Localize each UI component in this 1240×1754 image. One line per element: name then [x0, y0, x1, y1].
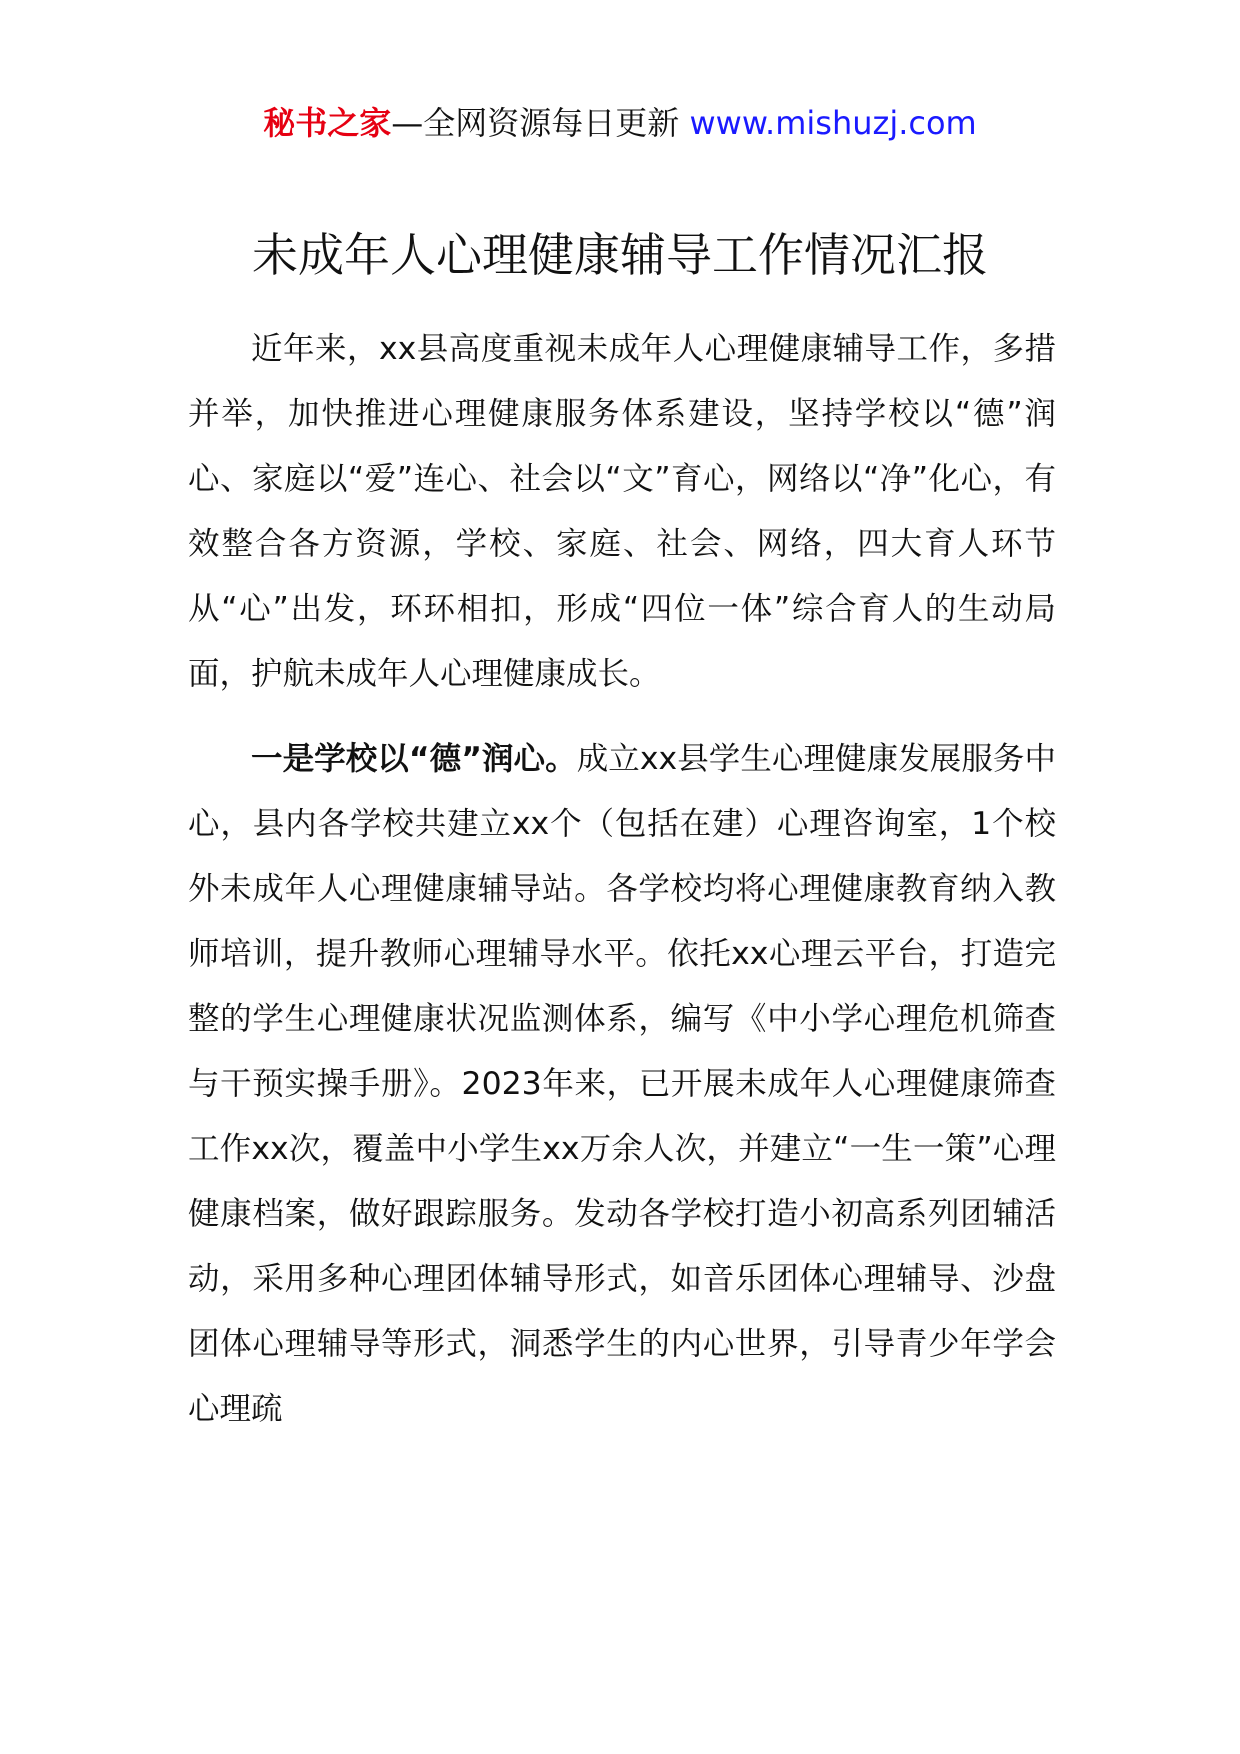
section-1-lead: 一是学校以“德”润心。	[251, 741, 577, 777]
section-1-text: 成立xx县学生心理健康发展服务中心，县内各学校共建立xx个（包括在建）心理咨询室，1个校外未成年人心理健康辅导站。各学校均将心理健康教育纳入教师培训，提升教师心理辅导水平。依托xx心理云平台，打造完整的学生心理健康状况监测体系，编写《中小学心理危机筛查与干预实操手册》。2023年来，已开展未成年人心理健康筛查工作xx次，覆盖中小学生xx万余人次，并建立“一生一策”心理健康档案，做好跟踪服务。发动各学校打造小初高系列团辅活动，采用多种心理团体辅导形式，如音乐团体心理辅导、沙盘团体心理辅导等形式，洞悉学生的内心世界，引导青少年学会心理疏	[188, 741, 1056, 1427]
site-url-link[interactable]: www.mishuzj.com	[689, 104, 977, 142]
section-1-paragraph	[188, 727, 1056, 1442]
site-banner	[0, 98, 1240, 148]
site-tagline: —全网资源每日更新	[391, 104, 690, 142]
document-body	[188, 317, 1056, 1442]
intro-paragraph: 近年来，xx县高度重视未成年人心理健康辅导工作，多措并举，加快推进心理健康服务体系建设，坚持学校以“德”润心、家庭以“爱”连心、社会以“文”育心，网络以“净”化心，有效整合各方资源，学校、家庭、社会、网络，四大育人环节从“心”出发，环环相扣，形成“四位一体”综合育人的生动局面，护航未成年人心理健康成长。	[188, 331, 1056, 692]
site-brand: 秘书之家	[263, 104, 392, 142]
document-title: 未成年人心理健康辅导工作情况汇报	[252, 228, 988, 282]
